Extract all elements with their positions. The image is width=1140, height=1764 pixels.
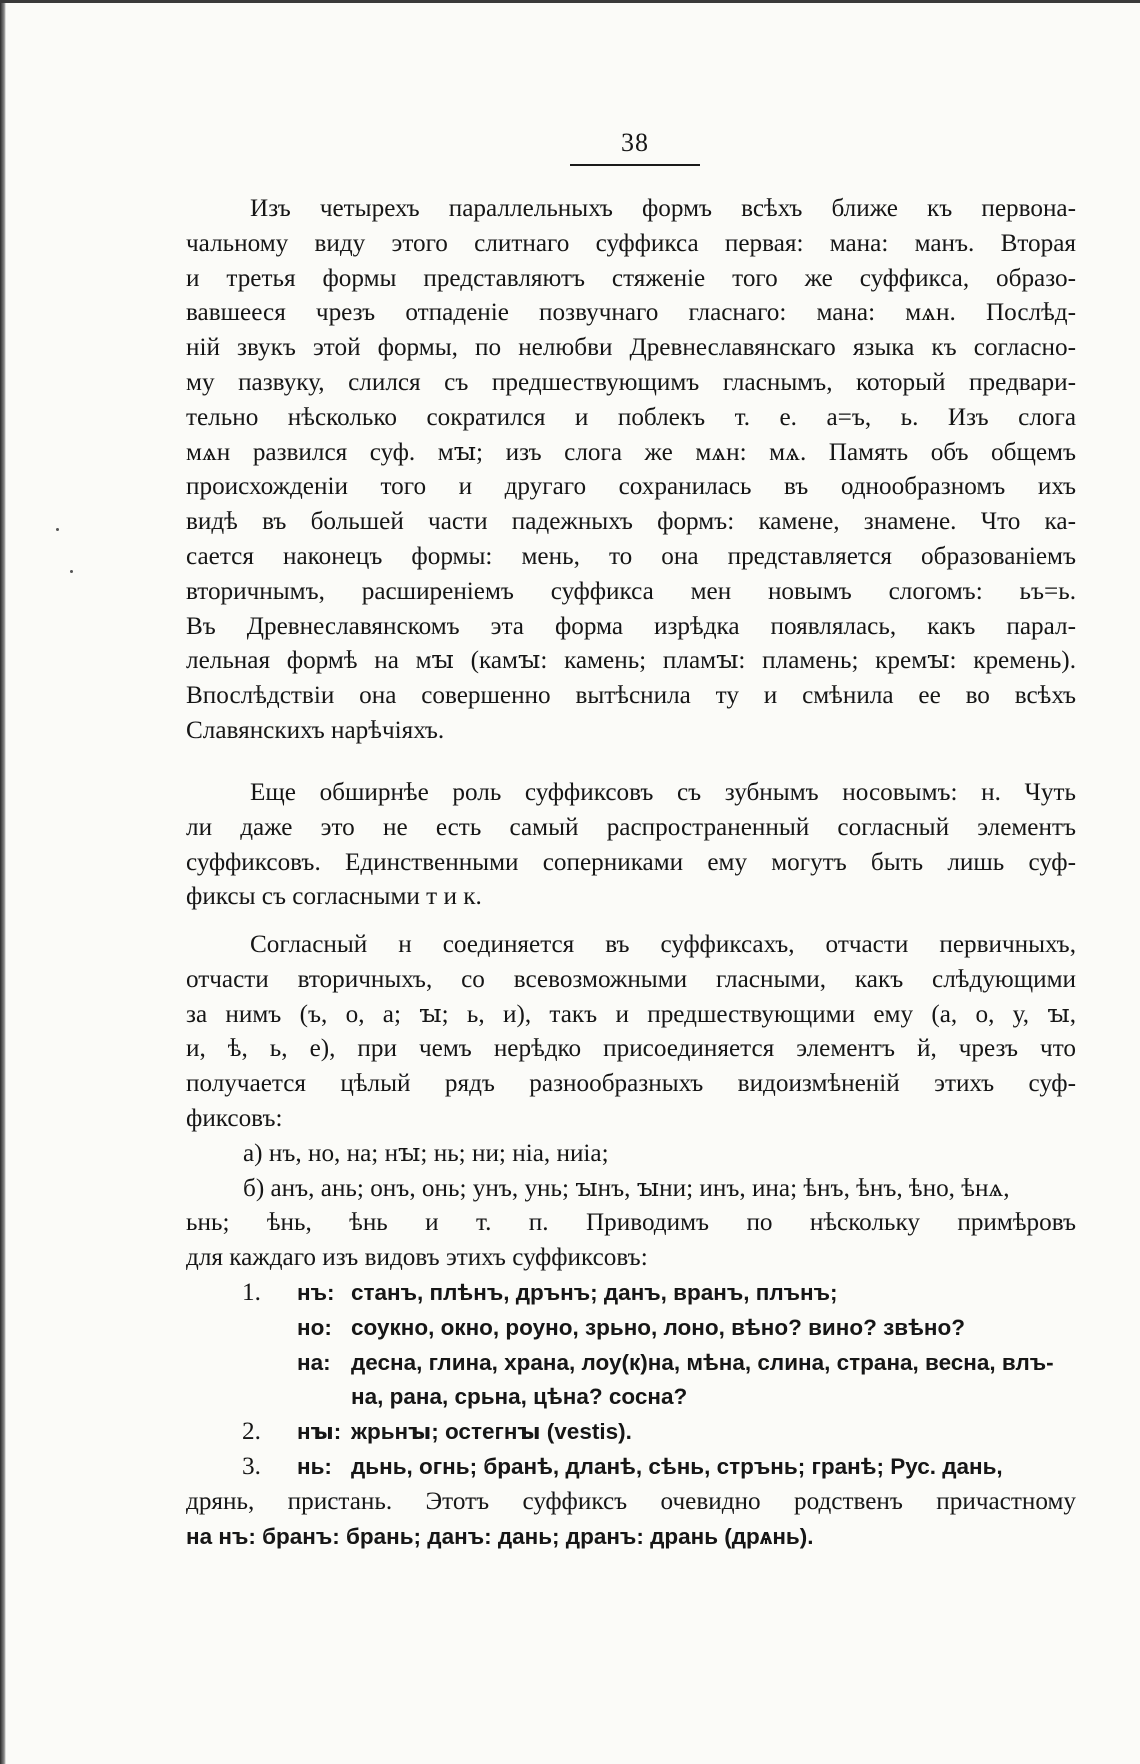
- paragraph-1: [186, 192, 1076, 749]
- text-line: суффиксовъ. Единственными соперниками ему могутъ быть лишь суф-: [186, 848, 1076, 876]
- example-suffix: на:: [297, 1349, 331, 1375]
- text-line: лельная формѣ на мꙑ (камꙑ: камень; пламꙑ: пламень; кремꙑ: кремень).: [186, 647, 1076, 675]
- text-line: вторичнымъ, расширеніемъ суффикса мен новымъ слогомъ: ьъ=ь.: [186, 577, 1076, 605]
- text-line: вавшееся чрезъ отпаденіе позвучнаго гласнаго: мана: мѧн. Послѣд-: [186, 299, 1076, 327]
- text-line: Въ Древнеславянскомъ эта форма изрѣдка появлялась, какъ парал-: [186, 612, 1076, 640]
- text-line: и третья формы представляютъ стяженіе того же суффикса, образо-: [186, 264, 1076, 292]
- text-line: получается цѣлый рядъ разнообразныхъ видоизмѣненій этихъ суф-: [186, 1070, 1076, 1098]
- example-words: жрьнꙑ; остегнꙑ (vestis).: [351, 1419, 632, 1445]
- example-row: [186, 1346, 1076, 1381]
- example-number: 1.: [242, 1278, 261, 1306]
- example-row: [186, 1380, 1076, 1415]
- text-line: мѧн развился суф. мꙑ; изъ слога же мѧн: мѧ. Память объ общемъ: [186, 438, 1076, 466]
- print-speck: [56, 528, 59, 531]
- text-line: видѣ въ большей части падежныхъ формъ: камене, знамене. Что ка-: [186, 508, 1076, 536]
- paragraph-2: [186, 776, 1076, 915]
- paragraph-3: [186, 928, 1076, 1554]
- text-line: на нъ: бранъ: брань; данъ: дань; дранъ: дрань (дрѧнь).: [186, 1523, 814, 1549]
- page-number: 38: [621, 128, 649, 157]
- text-line: тельно нѣсколько сократился и поблекъ т. е. а=ъ, ь. Изъ слога: [186, 403, 1076, 431]
- text-line: фиксы съ согласными т и к.: [186, 883, 482, 911]
- text-line: сается наконецъ формы: мень, то она представляется образованіемъ: [186, 542, 1076, 570]
- page-top-edge: [0, 0, 1140, 3]
- text-line: отчасти вторичныхъ, со всевозможными гласными, какъ слѣдующими: [186, 965, 1076, 993]
- text-line: Еще обширнѣе роль суффиксовъ съ зубнымъ носовымъ: н. Чуть: [250, 779, 1076, 806]
- text-line: ьнь; ѣнь, ѣнь и т. п. Приводимъ по нѣскольку примѣровъ: [186, 1209, 1076, 1237]
- example-suffix: нь:: [297, 1453, 332, 1479]
- example-row: [186, 1450, 1076, 1485]
- text-line: дрянь, пристань. Этотъ суффиксъ очевидно родственъ причастному: [186, 1487, 1076, 1515]
- example-words: станъ, плѣнъ, дрънъ; данъ, вранъ, плънъ;: [351, 1279, 838, 1305]
- example-number: 2.: [242, 1418, 261, 1446]
- text-line: Изъ четырехъ параллельныхъ формъ всѣхъ ближе къ первона-: [250, 195, 1076, 222]
- example-suffix: нъ:: [297, 1279, 335, 1305]
- text-line: за нимъ (ъ, о, а; ꙑ; ь, и), такъ и предшествующими ему (а, о, у, ꙑ,: [186, 1000, 1076, 1028]
- example-row: [186, 1311, 1076, 1346]
- example-number: 3.: [242, 1452, 261, 1480]
- text-line: и, ѣ, ь, е), при чемъ нерѣдко присоединяется элементъ й, чрезъ что: [186, 1035, 1076, 1063]
- text-line: Впослѣдствіи она совершенно вытѣснила ту и смѣнила ее во всѣхъ: [186, 682, 1076, 710]
- text-line: происхожденіи того и другаго сохранилась въ однообразномъ ихъ: [186, 473, 1076, 501]
- example-words: десна, глина, храна, лоу(к)на, мѣна, слина, страна, весна, влъ-: [351, 1349, 1054, 1375]
- page-number-rule: [570, 164, 700, 166]
- example-row: [186, 1415, 1076, 1450]
- example-suffix: нꙑ:: [297, 1419, 342, 1445]
- example-words: соукно, окно, роуно, зрьно, лоно, вѣно? вино? звѣно?: [351, 1314, 965, 1340]
- example-row: [186, 1276, 1076, 1311]
- example-suffix: но:: [297, 1314, 332, 1340]
- text-line: фиксовъ:: [186, 1104, 283, 1132]
- text-line: ній звукъ этой формы, по нелюбви Древнеславянскаго языка къ согласно-: [186, 334, 1076, 362]
- text-line: ли даже это не есть самый распространенный согласный элементъ: [186, 813, 1076, 841]
- text-line: му пазвуку, слился съ предшествующимъ гласнымъ, который предвари-: [186, 368, 1076, 396]
- example-words: на, рана, срьна, цѣна? сосна?: [351, 1384, 688, 1410]
- text-line: Славянскихъ нарѣчіяхъ.: [186, 716, 445, 744]
- page-left-edge: [0, 0, 6, 1764]
- variant-list-b: б) анъ, ань; онъ, онь; унъ, унь; ꙑнъ, ꙑни; инъ, ина; ѣнъ, ѣнъ, ѣно, ѣнѧ,: [243, 1174, 1010, 1202]
- text-line: Согласный н соединяется въ суффиксахъ, отчасти первичныхъ,: [250, 931, 1076, 958]
- example-words: дьнь, огнь; бранѣ, дланѣ, сѣнь, стрънь; гранѣ; Рус. дань,: [351, 1453, 1003, 1479]
- text-line: для каждаго изъ видовъ этихъ суффиксовъ:: [186, 1244, 648, 1272]
- print-speck: [70, 570, 73, 573]
- text-line: чальному виду этого слитнаго суффикса первая: мана: манъ. Вторая: [186, 229, 1076, 257]
- variant-list-a: а) нъ, но, на; нꙑ; нь; ни; ніа, ниіа;: [243, 1139, 609, 1167]
